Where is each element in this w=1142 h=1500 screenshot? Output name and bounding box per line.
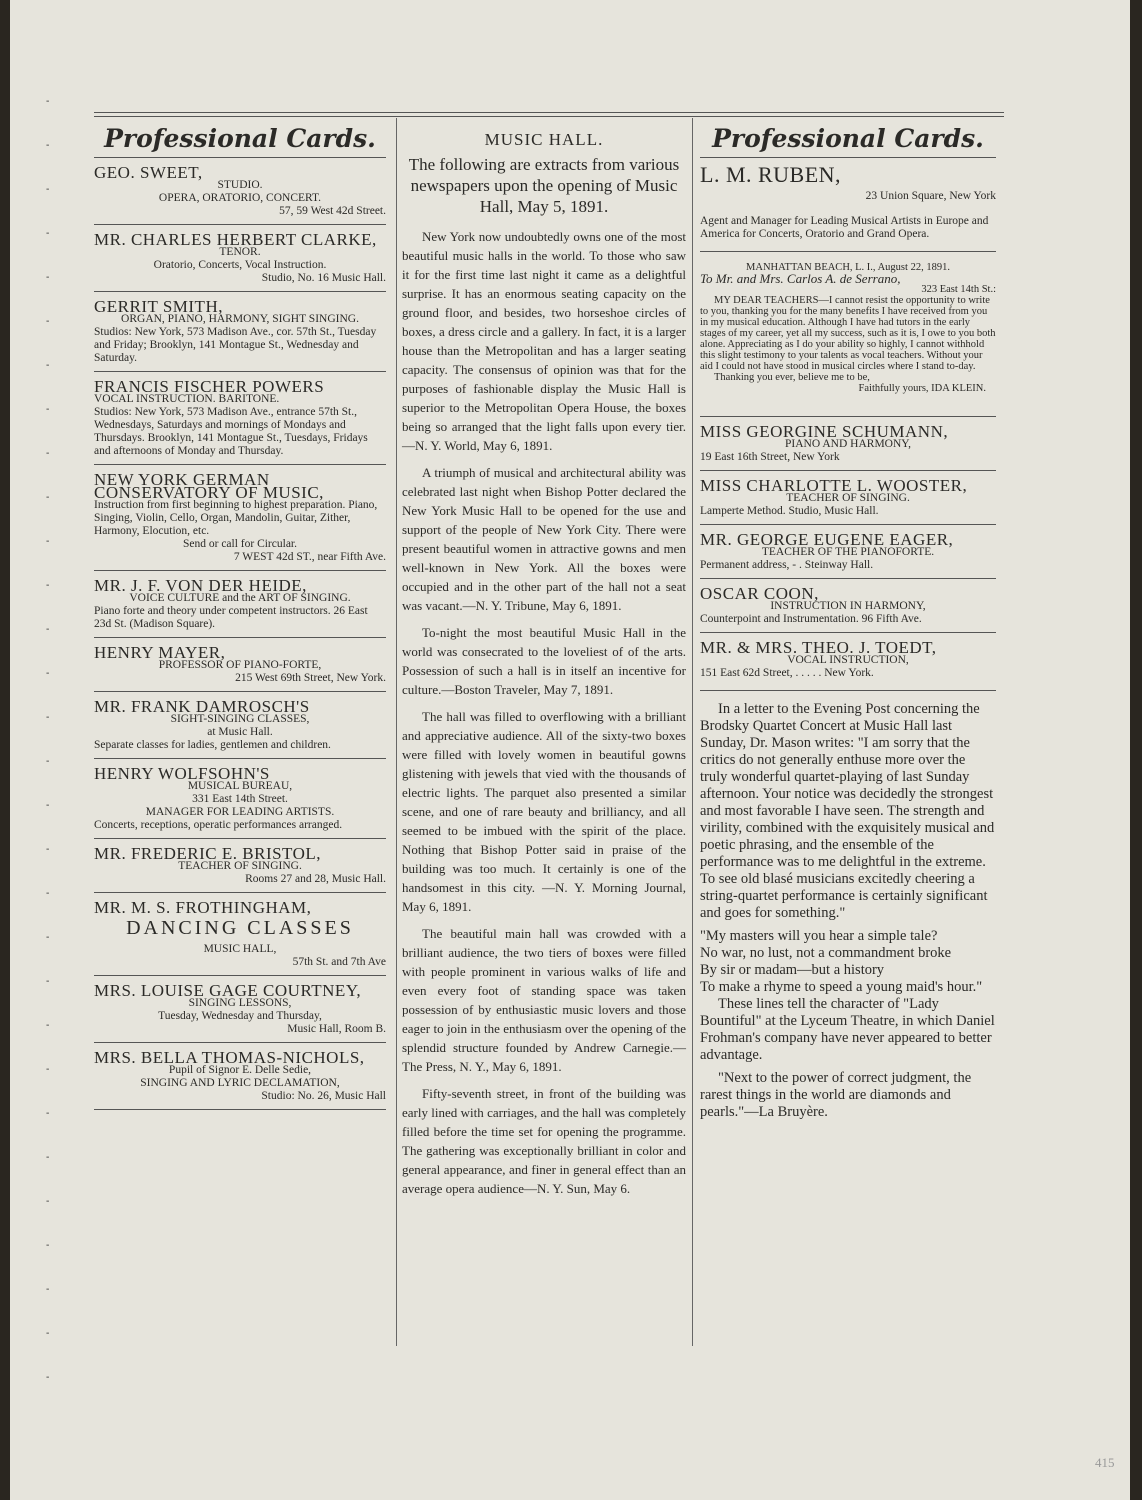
article-intro: The following are extracts from various newspapers upon the opening of Music Hall, May 5, 1891.	[408, 155, 680, 216]
card-divider	[94, 1042, 386, 1043]
card-address: 7 WEST 42d ST., near Fifth Ave.	[233, 551, 386, 563]
card-address: 151 East 62d Street, . . . . . New York.	[700, 667, 874, 679]
card-name: MR. CHARLES HERBERT CLARKE,	[94, 230, 377, 249]
right-header: Professional Cards.	[712, 124, 984, 153]
card-address: Rooms 27 and 28, Music Hall.	[245, 873, 386, 885]
professional-card	[94, 469, 386, 566]
card-line: VOCAL INSTRUCTION. BARITONE.	[94, 393, 280, 405]
card-divider	[94, 975, 386, 976]
card-name: MR. & MRS. THEO. J. TOEDT,	[700, 638, 937, 657]
card-line: at Music Hall.	[207, 726, 273, 738]
card-line: VOICE CULTURE and the ART OF SINGING.	[129, 592, 351, 604]
card-divider	[94, 464, 386, 465]
card-divider	[94, 224, 386, 225]
card-address: 215 West 69th Street, New York.	[235, 672, 386, 684]
article-paragraph: To-night the most beautiful Music Hall in the world was consecrated to the loveliest of of the arts. Possession of such a hall is in itself an incentive for culture.—Boston Traveler, May 7, 1891.	[402, 625, 686, 697]
card-name: MR. GEORGE EUGENE EAGER,	[700, 530, 954, 549]
card-divider	[94, 371, 386, 372]
card-line: TEACHER OF THE PIANOFORTE.	[761, 546, 935, 558]
left-column	[94, 120, 386, 1114]
column-divider-2	[692, 118, 693, 1346]
professional-card	[700, 421, 996, 466]
professional-card	[94, 296, 386, 367]
letter-dateline: MANHATTAN BEACH, L. I., August 22, 1891.	[746, 262, 950, 273]
card-line: Studios: New York, 573 Madison Ave., entrance 57th St., Wednesdays, Saturdays and mornings of Mondays and Thursdays. Brooklyn, 141 Montague St., Tuesdays, Fridays and afternoons of Monday and Thursday.	[94, 406, 368, 457]
right-column	[700, 120, 996, 1127]
professional-card	[94, 980, 386, 1038]
card-line: TEACHER OF SINGING.	[786, 492, 910, 504]
top-rule	[94, 112, 1004, 113]
document-page	[10, 0, 1130, 1500]
professional-card	[94, 897, 386, 971]
professional-card	[700, 583, 996, 628]
card-address: Studio: No. 26, Music Hall	[261, 1090, 386, 1102]
lyceum-article: These lines tell the character of "Lady Bountiful" at the Lyceum Theatre, in which Daniel Frohman's company have never appeared to better advantage.	[700, 996, 995, 1063]
card-divider	[700, 632, 996, 633]
card-address: Music Hall, Room B.	[287, 1023, 386, 1035]
card-address: 19 East 16th Street, New York	[700, 451, 840, 463]
article-paragraph: Fifty-seventh street, in front of the building was early lined with carriages, and the hall was completely filled before the time set for opening the programme. The gathering was exceptionally brilliant in color and general appearance, and finer in general effect than an average opera audience—N. Y. Sun, May 6.	[402, 1086, 686, 1196]
letter-closing: Thanking you ever, believe me to be,	[714, 372, 870, 383]
card-line: TENOR.	[219, 246, 261, 258]
card-divider	[700, 470, 996, 471]
professional-card	[700, 637, 996, 682]
article-body	[402, 227, 686, 1198]
card-line: 331 East 14th Street.	[192, 793, 288, 805]
card-line: Pupil of Signor E. Delle Sedie,	[168, 1064, 312, 1076]
letter-recipient-address: 323 East 14th St.:	[921, 284, 996, 295]
card-divider	[94, 570, 386, 571]
card-name: GERRIT SMITH,	[94, 297, 223, 316]
card-divider	[94, 838, 386, 839]
professional-card	[94, 696, 386, 754]
card-address: Counterpoint and Instrumentation. 96 Fifth Ave.	[700, 613, 922, 625]
professional-card	[94, 642, 386, 687]
letter-body: MY DEAR TEACHERS—I cannot resist the opportunity to write to you, thanking you for the many benefits I have received from you in my musical education. Although I have had tutors in the early stages of my career, yet all my success, such as it is, I owe to you both alone. Appreciating as I do your ability so highly, I cannot withhold this slight testimony to your talents as vocal teachers. Without your aid I could not have stood in musical circles where I stand to-day.	[700, 295, 996, 372]
margin-marks: - - - - - - - - - - - - - - - - - - - - - - - - - - - - - -	[46, 96, 50, 1383]
card-address: Lamperte Method. Studio, Music Hall.	[700, 505, 879, 517]
card-name: MR. M. S. FROTHINGHAM,	[94, 898, 312, 917]
card-line: DANCING CLASSES	[126, 917, 354, 939]
card-name: MISS GEORGINE SCHUMANN,	[700, 422, 949, 441]
brodsky-article: In a letter to the Evening Post concerning the Brodsky Quartet Concert at Music Hall last Sunday, Dr. Mason writes: "I am sorry that the critics do not generally enthuse more over the truly wonderful quartet-playing of last Sunday afternoon. Your notice was decidedly the strongest and most favorable I have seen. The strength and virility, combined with the exquisitely musical and poetic phrasing, and the ensemble of the performance was to me delightful in the extreme. To see old blasé musicians excitedly cheering a string-quartet performance is certainly significant and goes for something."	[700, 701, 995, 921]
card-divider	[94, 291, 386, 292]
letter-signature: Faithfully yours, IDA KLEIN.	[858, 383, 986, 394]
middle-column	[402, 120, 686, 1206]
professional-card	[94, 229, 386, 287]
article-paragraph: New York now undoubtedly owns one of the most beautiful music halls in the world. To those who saw it for the first time last night it came as a delightful surprise. It has an enormous seating capacity on the ground floor, and besides, two horseshoe circles of boxes, a dress circle and a gallery. In fact, it is a larger house than the Metropolitan and has a larger seating capacity. The consensus of opinion was that for the purposes of fashionable display the Music Hall is superior to the Metropolitan Opera House, the boxes being so arranged that the light falls upon every tier.—N. Y. World, May 6, 1891.	[402, 229, 686, 453]
article-headline: MUSIC HALL.	[484, 130, 604, 149]
professional-card	[700, 529, 996, 574]
card-line: Concerts, receptions, operatic performances arranged.	[94, 819, 343, 831]
professional-card	[94, 376, 386, 460]
card-address: 57th St. and 7th Ave	[292, 956, 386, 968]
card-name: MISS CHARLOTTE L. WOOSTER,	[700, 476, 968, 495]
card-line: TEACHER OF SINGING.	[178, 860, 302, 872]
article-paragraph: A triumph of musical and architectural ability was celebrated last night when Bishop Potter declared the New York Music Hall to be opened for the use and support of the people of New York City. There were present beautiful women in attractive gowns and men well-known in New York. All the boxes were occupied and in the other part of the hall not a seat was vacant.—N. Y. Tribune, May 6, 1891.	[402, 465, 686, 613]
right-article	[700, 701, 996, 1121]
card-name: MRS. BELLA THOMAS-NICHOLS,	[94, 1048, 365, 1067]
testimonial-letter	[700, 256, 996, 400]
card-name: FRANCIS FISCHER POWERS	[94, 377, 325, 396]
card-line: INSTRUCTION IN HARMONY,	[770, 600, 926, 612]
professional-card	[94, 575, 386, 633]
card-line: Separate classes for ladies, gentlemen and children.	[94, 739, 331, 751]
card-name: MR. FRANK DAMROSCH'S	[94, 697, 310, 716]
professional-card	[94, 1047, 386, 1105]
card-name: HENRY MAYER,	[94, 643, 226, 662]
card-line: Tuesday, Wednesday and Thursday,	[158, 1010, 322, 1022]
poem-line: "My masters will you hear a simple tale?	[700, 928, 938, 944]
card-line: SINGING LESSONS,	[188, 997, 292, 1009]
poem-line: No war, no lust, not a commandment broke	[700, 945, 952, 961]
card-line: ORGAN, PIANO, HARMONY, SIGHT SINGING.	[121, 313, 359, 325]
card-line: SIGHT-SINGING CLASSES,	[170, 713, 310, 725]
professional-card	[94, 843, 386, 888]
poem	[700, 928, 996, 996]
card-name: OSCAR COON,	[700, 584, 819, 603]
card-divider	[700, 524, 996, 525]
professional-card	[94, 162, 386, 220]
card-name: L. M. RUBEN,	[700, 162, 842, 187]
professional-card	[700, 475, 996, 520]
card-address: Studio, No. 16 Music Hall.	[261, 272, 386, 284]
card-line: Piano forte and theory under competent instructors. 26 East 23d St. (Madison Square).	[94, 605, 368, 630]
card-name: MRS. LOUISE GAGE COURTNEY,	[94, 981, 362, 1000]
column-divider-1	[396, 118, 397, 1346]
card-name: GEO. SWEET,	[94, 163, 203, 182]
top-rule-2	[94, 116, 1004, 117]
card-divider	[94, 637, 386, 638]
card-line: SINGING AND LYRIC DECLAMATION,	[140, 1077, 340, 1089]
card-description: Agent and Manager for Leading Musical Artists in Europe and America for Concerts, Oratorio and Grand Opera.	[700, 215, 989, 240]
card-divider	[94, 892, 386, 893]
card-address: Permanent address, - . Steinway Hall.	[700, 559, 874, 571]
card-line: Send or call for Circular.	[182, 538, 297, 550]
professional-card	[94, 763, 386, 834]
card-line: Oratorio, Concerts, Vocal Instruction.	[153, 259, 327, 271]
article-paragraph: The beautiful main hall was crowded with a brilliant audience, the two tiers of boxes were filled with people prominent in various walks of life and even every foot of standing space was taken possession of by enthusiastic music lovers and those eager to join in the enthusiasm over the opening of the splendid structure founded by Andrew Carnegie.—The Press, N. Y., May 6, 1891.	[402, 926, 686, 1074]
left-header: Professional Cards.	[104, 124, 376, 153]
card-divider	[94, 1109, 386, 1110]
card-name: MR. J. F. VON DER HEIDE,	[94, 576, 307, 595]
poem-line: To make a rhyme to speed a young maid's hour."	[700, 979, 983, 995]
card-line: PROFESSOR OF PIANO-FORTE,	[158, 659, 322, 671]
card-address: 23 Union Square, New York	[865, 190, 996, 202]
card-line: VOCAL INSTRUCTION,	[787, 654, 909, 666]
card-name: HENRY WOLFSOHN'S	[94, 764, 270, 783]
poem-line: By sir or madam—but a history	[700, 962, 885, 978]
left-card-list	[94, 162, 386, 1110]
card-line: STUDIO.	[217, 179, 263, 191]
right-card-list	[700, 421, 996, 682]
card-line: OPERA, ORATORIO, CONCERT.	[158, 192, 322, 204]
card-line: Studios: New York, 573 Madison Ave., cor. 57th St., Tuesday and Friday; Brooklyn, 141 Montague St., Wednesday and Saturday.	[94, 326, 377, 364]
card-divider	[700, 578, 996, 579]
bruyere-quote: "Next to the power of correct judgment, the rarest things in the world are diamonds and pearls."—La Bruyère.	[700, 1070, 972, 1120]
page-number: 415	[1095, 1455, 1115, 1470]
card-name: NEW YORK GERMAN CONSERVATORY OF MUSIC,	[94, 470, 324, 502]
card-name: MR. FREDERIC E. BRISTOL,	[94, 844, 322, 863]
card-line: MANAGER FOR LEADING ARTISTS.	[145, 806, 335, 818]
card-address: 57, 59 West 42d Street.	[279, 205, 386, 217]
card-divider	[94, 691, 386, 692]
card-line: MUSIC HALL,	[203, 943, 277, 955]
card-line: MUSICAL BUREAU,	[187, 780, 293, 792]
article-paragraph: The hall was filled to overflowing with a brilliant and appreciative audience. All of the sixty-two boxes were filled with lovely women in beautiful gowns glistening with jewels that vied with the thousands of electric lights. The parquet also presented a similar scene, and one of rare beauty and brilliancy, and all seemed to be imbued with the spirit of the place. Nothing that Bishop Potter said in praise of the building was too much. It certainly is one of the handsomest in this city. —N. Y. Morning Journal, May 6, 1891.	[402, 709, 686, 914]
letter-recipient: To Mr. and Mrs. Carlos A. de Serrano,	[700, 271, 901, 286]
card-line: Instruction from first beginning to highest preparation. Piano, Singing, Violin, Cello, Organ, Mandolin, Guitar, Zither, Harmony, Elocution, etc.	[94, 499, 378, 537]
card-divider	[94, 758, 386, 759]
card-line: PIANO AND HARMONY,	[785, 438, 911, 450]
